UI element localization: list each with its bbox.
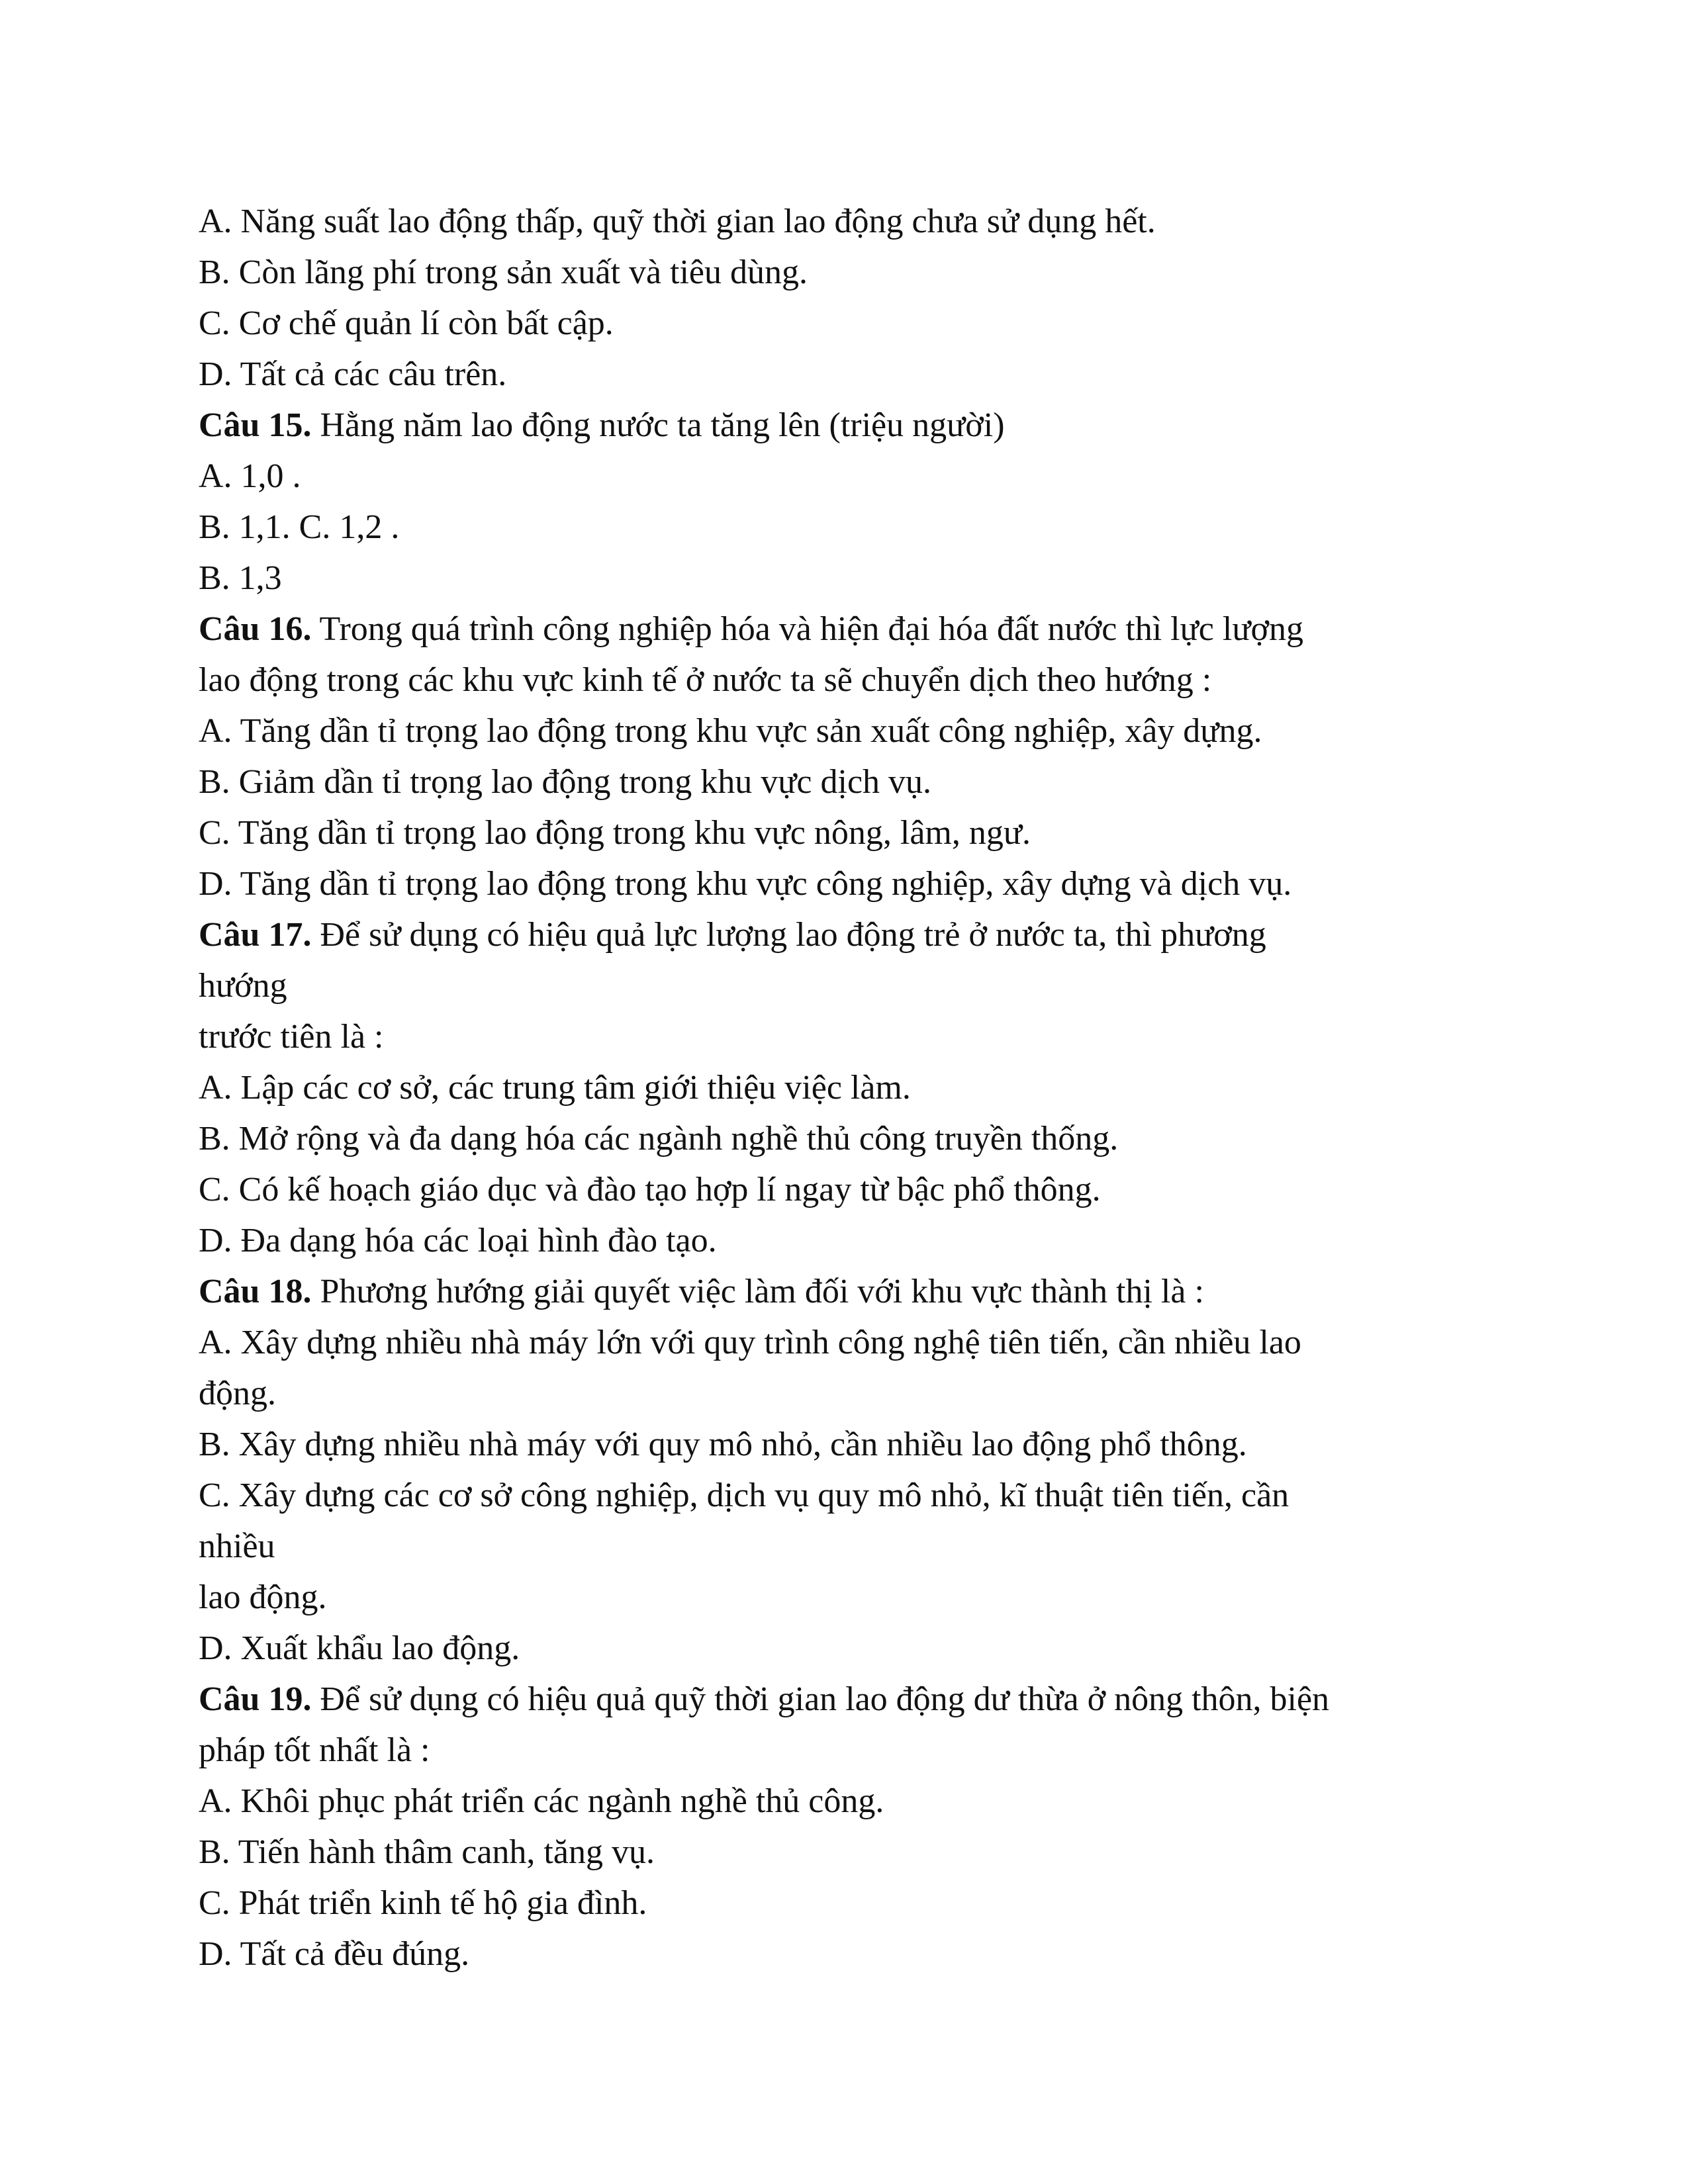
question-number: Câu 19. <box>199 1680 312 1718</box>
line-text: C. Xây dựng các cơ sở công nghiệp, dịch vụ quy mô nhỏ, kĩ thuật tiên tiến, cần <box>199 1477 1289 1514</box>
line-text: Hằng năm lao động nước ta tăng lên (triệu người) <box>311 406 1005 444</box>
text-line <box>199 705 1496 756</box>
text-line <box>199 1113 1496 1164</box>
question-number: Câu 16. <box>199 610 312 648</box>
line-text: B. 1,1. C. 1,2 . <box>199 508 400 546</box>
text-line <box>199 1317 1496 1368</box>
text-line <box>199 1776 1496 1827</box>
line-text: A. Khôi phục phát triển các ngành nghề thủ công. <box>199 1782 884 1820</box>
text-line <box>199 349 1496 400</box>
question-line <box>199 604 1496 655</box>
text-line <box>199 655 1496 705</box>
text-line <box>199 1164 1496 1215</box>
line-text: A. 1,0 . <box>199 457 301 495</box>
text-line <box>199 553 1496 604</box>
line-text: B. 1,3 <box>199 559 282 597</box>
line-text: B. Xây dựng nhiều nhà máy với quy mô nhỏ, cần nhiều lao động phổ thông. <box>199 1426 1247 1463</box>
line-text: A. Xây dựng nhiều nhà máy lớn với quy trình công nghệ tiên tiến, cần nhiều lao <box>199 1324 1301 1361</box>
line-text: pháp tốt nhất là : <box>199 1731 430 1769</box>
line-text: lao động trong các khu vực kinh tế ở nước ta sẽ chuyển dịch theo hướng : <box>199 661 1212 699</box>
line-text: D. Tất cả các câu trên. <box>199 355 507 393</box>
line-text: Để sử dụng có hiệu quả lực lượng lao động trẻ ở nước ta, thì phương <box>311 916 1266 954</box>
line-text: Trong quá trình công nghiệp hóa và hiện đại hóa đất nước thì lực lượng <box>311 610 1304 648</box>
question-line <box>199 1674 1496 1725</box>
text-line <box>199 1572 1496 1623</box>
line-text: A. Tăng dần tỉ trọng lao động trong khu vực sản xuất công nghiệp, xây dựng. <box>199 712 1262 750</box>
text-line <box>199 807 1496 858</box>
line-text: C. Tăng dần tỉ trọng lao động trong khu vực nông, lâm, ngư. <box>199 814 1031 852</box>
text-line <box>199 1623 1496 1674</box>
line-text: A. Năng suất lao động thấp, quỹ thời gian lao động chưa sử dụng hết. <box>199 203 1156 240</box>
line-text: C. Có kế hoạch giáo dục và đào tạo hợp lí ngay từ bậc phổ thông. <box>199 1171 1101 1208</box>
line-text: B. Còn lãng phí trong sản xuất và tiêu dùng. <box>199 253 808 291</box>
line-text: C. Cơ chế quản lí còn bất cập. <box>199 304 614 342</box>
document-page <box>199 196 1496 1979</box>
text-line <box>199 858 1496 909</box>
text-line <box>199 1470 1496 1521</box>
line-text: D. Tăng dần tỉ trọng lao động trong khu vực công nghiệp, xây dựng và dịch vụ. <box>199 865 1292 903</box>
line-text: B. Giảm dần tỉ trọng lao động trong khu vực dịch vụ. <box>199 763 932 801</box>
text-line <box>199 1929 1496 1979</box>
line-text: A. Lập các cơ sở, các trung tâm giới thiệu việc làm. <box>199 1069 911 1107</box>
line-text: D. Tất cả đều đúng. <box>199 1935 470 1973</box>
question-line <box>199 909 1496 960</box>
question-number: Câu 17. <box>199 916 312 954</box>
line-text: động. <box>199 1375 276 1412</box>
line-text: Phương hướng giải quyết việc làm đối với khu vực thành thị là : <box>311 1273 1204 1310</box>
text-line <box>199 247 1496 298</box>
line-text: Để sử dụng có hiệu quả quỹ thời gian lao động dư thừa ở nông thôn, biện <box>311 1680 1330 1718</box>
text-line <box>199 502 1496 553</box>
line-text: trước tiên là : <box>199 1018 384 1056</box>
question-line <box>199 400 1496 451</box>
line-text: C. Phát triển kinh tế hộ gia đình. <box>199 1884 647 1922</box>
question-line <box>199 1266 1496 1317</box>
text-line <box>199 1419 1496 1470</box>
text-line <box>199 1011 1496 1062</box>
text-line <box>199 196 1496 247</box>
text-line <box>199 1827 1496 1878</box>
text-line <box>199 756 1496 807</box>
line-text: D. Đa dạng hóa các loại hình đào tạo. <box>199 1222 717 1259</box>
line-text: lao động. <box>199 1578 327 1616</box>
text-line <box>199 451 1496 502</box>
question-number: Câu 18. <box>199 1273 312 1310</box>
text-line <box>199 298 1496 349</box>
text-line <box>199 1878 1496 1929</box>
line-text: B. Mở rộng và đa dạng hóa các ngành nghề thủ công truyền thống. <box>199 1120 1119 1158</box>
line-text: hướng <box>199 967 287 1005</box>
line-text: nhiều <box>199 1527 275 1565</box>
text-line <box>199 1725 1496 1776</box>
text-line <box>199 1215 1496 1266</box>
text-line <box>199 1368 1496 1419</box>
question-number: Câu 15. <box>199 406 312 444</box>
text-line <box>199 1062 1496 1113</box>
text-line <box>199 960 1496 1011</box>
text-line <box>199 1521 1496 1572</box>
line-text: D. Xuất khẩu lao động. <box>199 1629 520 1667</box>
line-text: B. Tiến hành thâm canh, tăng vụ. <box>199 1833 655 1871</box>
